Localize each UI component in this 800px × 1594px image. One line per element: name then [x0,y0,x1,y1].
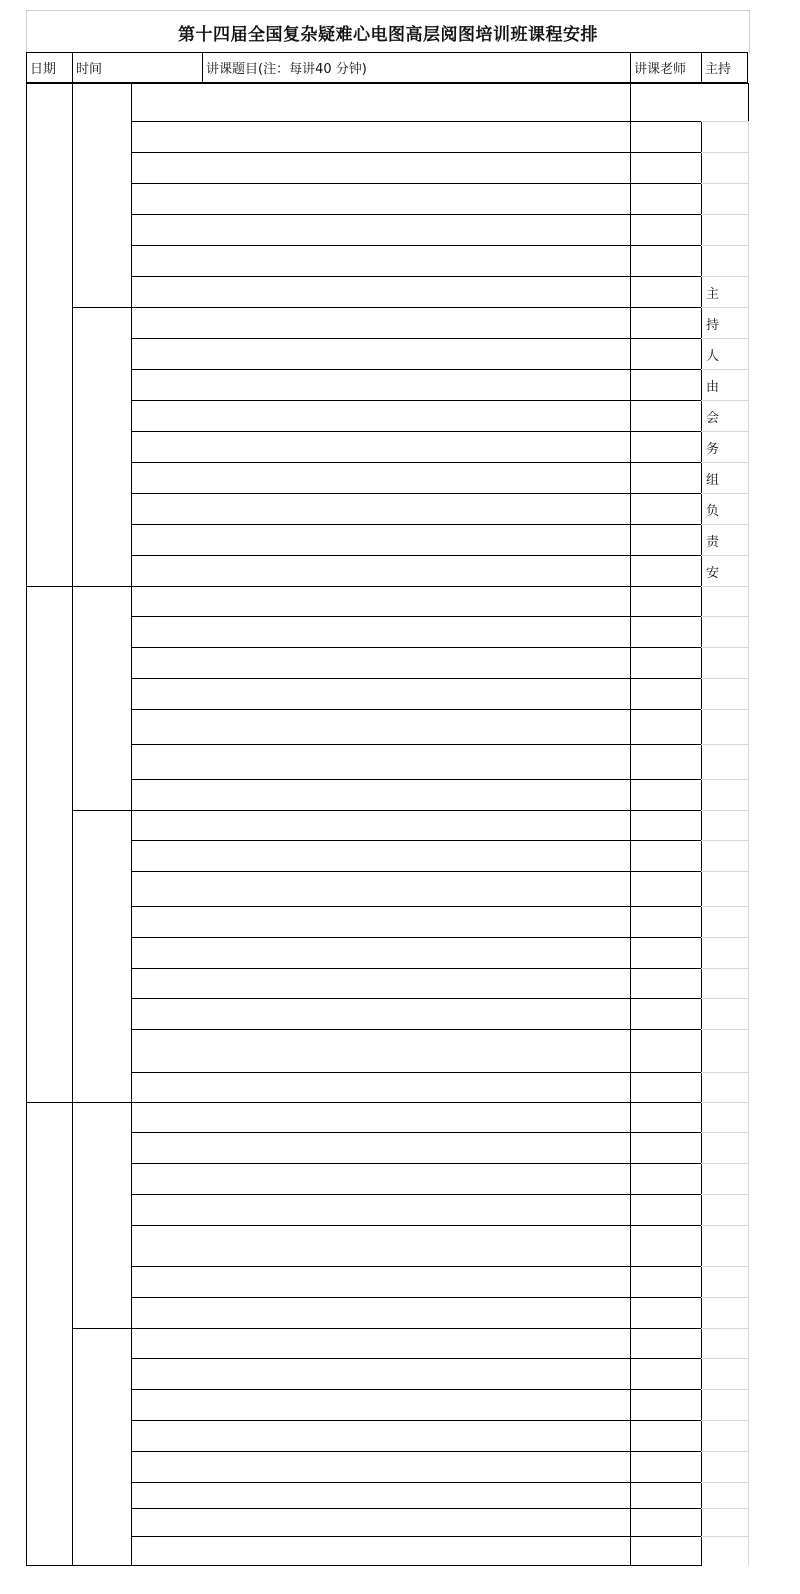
session-topic [250,616,631,648]
session-topic [250,369,631,401]
period-label [72,810,132,1103]
host-cell [701,152,749,184]
host-cell [701,1420,749,1452]
session-topic [250,462,631,494]
host-cell [701,1225,749,1267]
page-title: 第十四届全国复杂疑难心电图高层阅图培训班课程安排 [26,10,750,53]
session-teacher [630,1029,702,1073]
session-topic [250,524,631,556]
session-time [131,586,251,617]
session-time [131,709,251,745]
host-cell [701,1358,749,1390]
session-time [131,744,251,780]
host-cell [701,678,749,710]
session-teacher [630,871,702,907]
host-cell [701,968,749,999]
session-time [131,338,251,370]
session-teacher [630,245,702,277]
session-topic [250,744,631,780]
session-teacher [630,524,702,556]
host-char: 由 [701,369,749,401]
host-cell [701,1328,749,1359]
session-teacher [630,276,702,308]
session-topic [250,1358,631,1390]
host-char: 负 [701,493,749,525]
host-char: 组 [701,462,749,494]
session-topic [250,1266,631,1298]
session-teacher [630,431,702,463]
lunch-row [131,276,631,308]
session-time [131,431,251,463]
session-topic [250,1536,631,1566]
session-time [131,616,251,648]
session-teacher [630,616,702,648]
host-cell [701,183,749,215]
host-cell [701,998,749,1030]
session-topic [250,1297,631,1329]
session-teacher [630,1297,702,1329]
host-cell [701,1508,749,1537]
session-teacher [630,1194,702,1226]
session-topic [250,214,631,246]
host-cell [701,779,749,811]
host-cell [701,1072,749,1103]
host-cell [701,709,749,745]
period-label [72,586,132,811]
session-time [131,1451,251,1483]
header-host: 主持 [701,52,748,83]
session-teacher [630,1072,702,1103]
session-teacher [630,400,702,432]
session-topic [250,152,631,184]
session-topic [250,871,631,907]
session-teacher [630,586,702,617]
session-time [131,1029,251,1073]
session-time [131,906,251,938]
session-time [131,1328,251,1359]
session-topic [250,1451,631,1483]
session-teacher [630,1102,702,1133]
header-time: 时间 [72,52,203,83]
session-time [131,493,251,525]
session-time [131,121,251,153]
session-time [131,555,251,587]
session-teacher [630,338,702,370]
session-time [131,1225,251,1267]
session-topic [250,307,631,339]
header-teacher: 讲课老师 [630,52,702,83]
session-teacher [630,152,702,184]
host-cell [701,744,749,780]
session-teacher [630,307,702,339]
period-label [72,1102,132,1329]
session-topic [250,779,631,811]
session-topic [250,1508,631,1537]
session-teacher [630,214,702,246]
session-topic [250,586,631,617]
session-topic [250,998,631,1030]
host-cell [701,245,749,277]
session-teacher [630,840,702,872]
session-time [131,998,251,1030]
host-cell [701,1451,749,1483]
session-teacher [630,1132,702,1164]
session-time [131,810,251,841]
session-teacher [630,810,702,841]
session-teacher [630,709,702,745]
session-topic [250,121,631,153]
header-topic: 讲课题目(注：每讲40 分钟) [202,52,631,83]
host-cell [701,214,749,246]
session-teacher [630,1163,702,1195]
host-cell [701,1266,749,1298]
session-time [131,1297,251,1329]
session-time [131,369,251,401]
day-label [26,83,73,587]
session-topic [250,1072,631,1103]
session-time [131,183,251,215]
session-time [131,678,251,710]
session-topic [250,1225,631,1267]
period-label [72,307,132,587]
session-teacher [630,83,749,122]
host-cell [701,810,749,841]
session-time [131,1420,251,1452]
session-time [131,1102,251,1133]
session-time [131,1132,251,1164]
session-teacher [630,779,702,811]
host-char: 会 [701,400,749,432]
session-topic [250,338,631,370]
session-time [131,647,251,679]
session-teacher [630,998,702,1030]
session-topic [250,810,631,841]
session-teacher [630,906,702,938]
session-topic [250,183,631,215]
session-time [131,779,251,811]
host-cell [701,1297,749,1329]
session-topic [250,647,631,679]
session-teacher [630,555,702,587]
host-cell [701,840,749,872]
session-teacher [630,121,702,153]
session-topic [250,1163,631,1195]
host-cell [701,121,749,153]
session-topic [250,968,631,999]
session-time [131,307,251,339]
host-cell [701,906,749,938]
session-teacher [630,1389,702,1421]
host-cell [701,1482,749,1509]
session-time [131,524,251,556]
session-time [131,968,251,999]
session-teacher [630,183,702,215]
host-char: 持 [701,307,749,339]
session-time [131,1389,251,1421]
host-cell [701,871,749,907]
host-char: 安 [701,555,749,587]
session-teacher [630,1508,702,1537]
session-teacher [630,1420,702,1452]
session-time [131,1072,251,1103]
session-topic [250,840,631,872]
session-topic [250,1132,631,1164]
host-cell [701,1102,749,1133]
session-topic [250,1102,631,1133]
session-teacher [630,1328,702,1359]
session-topic [250,1482,631,1509]
session-teacher [630,647,702,679]
host-cell [701,1029,749,1073]
session-teacher [630,1451,702,1483]
session-time [131,400,251,432]
session-teacher [630,678,702,710]
session-topic [250,493,631,525]
host-cell [701,647,749,679]
host-cell [701,1132,749,1164]
session-topic [250,1194,631,1226]
header-date: 日期 [26,52,73,83]
host-cell [701,937,749,969]
session-teacher [630,493,702,525]
session-time [131,1266,251,1298]
session-topic [250,245,631,277]
session-topic [250,678,631,710]
session-topic [250,83,631,122]
session-topic [250,709,631,745]
session-time [131,462,251,494]
session-topic [250,431,631,463]
session-teacher [630,1482,702,1509]
host-cell [701,1163,749,1195]
session-time [131,1482,251,1509]
session-time [131,1163,251,1195]
session-teacher [630,744,702,780]
host-char: 责 [701,524,749,556]
session-topic [250,555,631,587]
session-topic [250,906,631,938]
session-teacher [630,1536,702,1566]
session-time [131,937,251,969]
session-teacher [630,369,702,401]
session-topic [250,1389,631,1421]
session-topic [250,400,631,432]
session-time [131,1358,251,1390]
session-teacher [630,1266,702,1298]
session-teacher [630,968,702,999]
host-cell [701,1194,749,1226]
session-topic [250,1420,631,1452]
host-cell [701,1389,749,1421]
period-label [72,1328,132,1566]
session-topic [250,1029,631,1073]
session-time [131,840,251,872]
session-topic [250,1328,631,1359]
host-char: 主 [701,276,749,308]
period-label [72,83,132,308]
session-teacher [630,1225,702,1267]
session-time [131,83,251,122]
session-teacher [630,937,702,969]
session-teacher [630,462,702,494]
session-teacher [630,1358,702,1390]
day-label [26,586,73,1103]
host-char: 人 [701,338,749,370]
day-label [26,1102,73,1566]
session-time [131,1536,251,1566]
session-time [131,1508,251,1537]
session-time [131,152,251,184]
session-time [131,871,251,907]
host-cell [701,586,749,617]
host-cell [701,1536,749,1566]
session-time [131,1194,251,1226]
session-topic [250,937,631,969]
session-time [131,245,251,277]
host-char: 务 [701,431,749,463]
session-time [131,214,251,246]
host-cell [701,616,749,648]
